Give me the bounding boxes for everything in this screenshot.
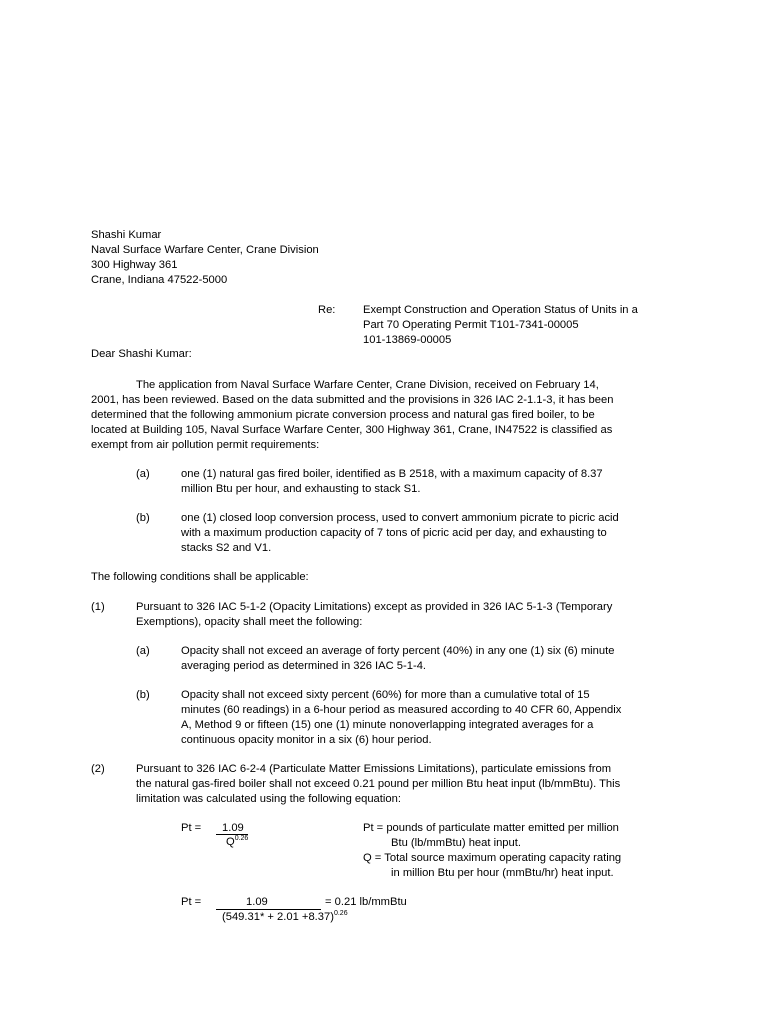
conditions-intro: The following conditions shall be applicable:: [91, 571, 309, 583]
eq1-denominator-base: Q: [226, 836, 235, 848]
unit-a-label: (a): [136, 468, 150, 480]
unit-b-line-3: stacks S2 and V1.: [181, 542, 272, 554]
eq1-def-2: Btu (lb/mmBtu) heat input.: [391, 837, 521, 849]
intro-line-1: The application from Naval Surface Warfare Center, Crane Division, received on February 14,: [136, 379, 599, 391]
cond1-label: (1): [91, 601, 105, 613]
eq1-def-4: in million Btu per hour (mmBtu/hr) heat input.: [391, 867, 614, 879]
eq1-def-3: Q = Total source maximum operating capacity rating: [363, 852, 622, 864]
cond1a-label: (a): [136, 645, 150, 657]
eq2-exponent: 0.26: [333, 910, 348, 917]
cond2-line-3: limitation was calculated using the following equation:: [136, 793, 401, 805]
intro-line-4: located at Building 105, Naval Surface Warfare Center, 300 Highway 361, Crane, IN47522 is classified as: [91, 424, 613, 436]
intro-line-5: exempt from air pollution permit requirements:: [91, 439, 320, 451]
eq1-denominator: [226, 835, 248, 851]
eq1-exponent: 0.26: [234, 835, 249, 842]
cond1-line-1: Pursuant to 326 IAC 5-1-2 (Opacity Limitations) except as provided in 326 IAC 5-1-3 (Temporary: [136, 601, 613, 613]
cond2-label: (2): [91, 763, 105, 775]
eq2-result: = 0.21 lb/mmBtu: [325, 896, 407, 908]
intro-line-2: 2001, has been reviewed. Based on the data submitted and the provisions in 326 IAC 2-1.1-3, it has been: [91, 394, 614, 406]
recipient-name: Shashi Kumar: [91, 229, 162, 241]
cond1b-line-4: continuous opacity monitor in a six (6) hour period.: [181, 734, 432, 746]
recipient-street: 300 Highway 361: [91, 259, 178, 271]
re-line-1: Exempt Construction and Operation Status of Units in a: [363, 304, 638, 316]
intro-line-3: determined that the following ammonium picrate conversion process and natural gas fired boiler, to be: [91, 409, 595, 421]
eq2-denominator-base: (549.31* + 2.01 +8.37): [222, 911, 334, 923]
unit-b-label: (b): [136, 512, 150, 524]
cond2-line-2: the natural gas-fired boiler shall not exceed 0.21 pound per million Btu heat input (lb/mmBtu). This: [136, 778, 621, 790]
eq1-def-1: Pt = pounds of particulate matter emitted per million: [363, 822, 619, 834]
cond1b-label: (b): [136, 689, 150, 701]
unit-a-line-1: one (1) natural gas fired boiler, identified as B 2518, with a maximum capacity of 8.37: [181, 468, 603, 480]
salutation: Dear Shashi Kumar:: [91, 348, 192, 360]
eq2-numerator: 1.09: [246, 896, 268, 908]
re-label: Re:: [318, 304, 336, 316]
eq2-denominator: [222, 910, 348, 926]
recipient-city: Crane, Indiana 47522-5000: [91, 274, 228, 286]
cond1b-line-3: A, Method 9 or fifteen (15) one (1) minute nonoverlapping integrated averages for a: [181, 719, 594, 731]
unit-b-line-2: with a maximum production capacity of 7 tons of picric acid per day, and exhausting to: [181, 527, 607, 539]
recipient-org: Naval Surface Warfare Center, Crane Division: [91, 244, 319, 256]
unit-b-line-1: one (1) closed loop conversion process, used to convert ammonium picrate to picric acid: [181, 512, 619, 524]
re-line-2: Part 70 Operating Permit T101-7341-00005: [363, 319, 579, 331]
re-line-3: 101-13869-00005: [363, 334, 452, 346]
cond1a-line-2: averaging period as determined in 326 IAC 5-1-4.: [181, 660, 427, 672]
cond1b-line-2: minutes (60 readings) in a 6-hour period as measured according to 40 CFR 60, Appendix: [181, 704, 622, 716]
cond1b-line-1: Opacity shall not exceed sixty percent (60%) for more than a cumulative total of 15: [181, 689, 590, 701]
cond1-line-2: Exemptions), opacity shall meet the following:: [136, 616, 363, 628]
cond2-line-1: Pursuant to 326 IAC 6-2-4 (Particulate Matter Emissions Limitations), particulate emissions from: [136, 763, 612, 775]
eq1-lhs: Pt =: [181, 822, 202, 834]
eq1-numerator: 1.09: [222, 822, 244, 834]
cond1a-line-1: Opacity shall not exceed an average of forty percent (40%) in any one (1) six (6) minute: [181, 645, 615, 657]
unit-a-line-2: million Btu per hour, and exhausting to stack S1.: [181, 483, 421, 495]
eq2-lhs: Pt =: [181, 896, 202, 908]
